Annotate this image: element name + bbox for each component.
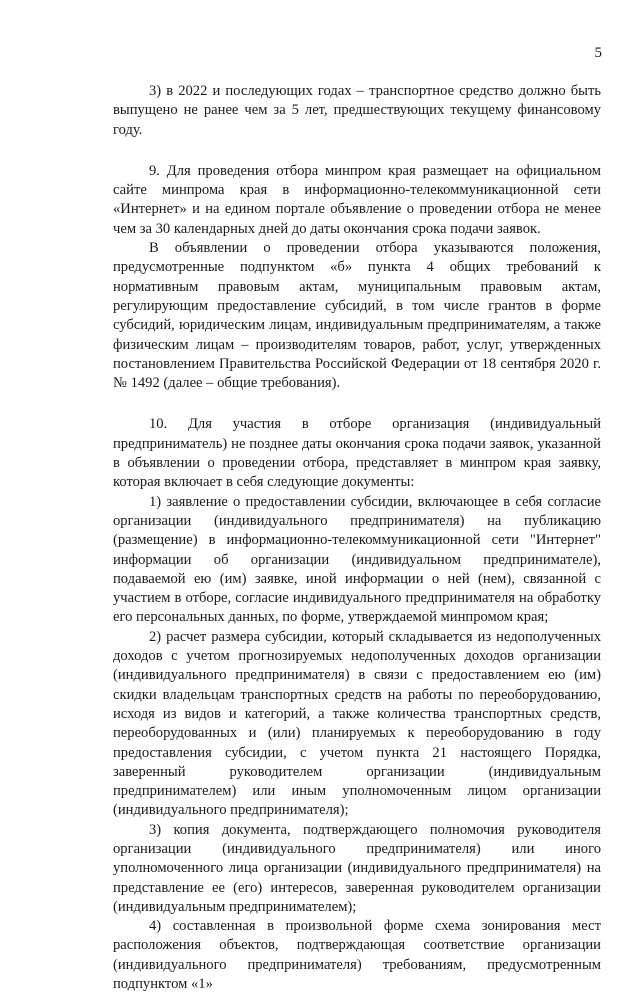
paragraph-clause-9: 9. Для проведения отбора минпром края размещает на официальном сайте минпрома края в информационно-телекоммуникационной сети «Интернет» и на едином портале объявление о проведении отбора не менее чем за 30 календарных дней до даты окончания срока подачи заявок. xyxy=(113,162,601,237)
page-number: 5 xyxy=(594,45,602,61)
paragraph-item-4-zoning-scheme: 4) составленная в произвольной форме схема зонирования мест расположения объектов, подтверждающая соответствие организации (индивидуального предпринимателя) требованиям, предусмотренным подпунктом «1» xyxy=(113,918,601,993)
paragraph-item-1-application: 1) заявление о предоставлении субсидии, включающее в себя согласие организации (индивидуального предпринимателя) на публикацию (размещение) в информационно-телекоммуникационной сети "Интернет" информации об организации (индивидуальном предпринимателе), подаваемой ею (им) заявке, иной информации о ней (нем), связанной с участием в отборе, согласие индивидуального предпринимателя на обработку его персональных данных, по форме, утверждаемой минпромом края; xyxy=(113,493,601,626)
paragraph-announcement-contents: В объявлении о проведении отбора указываются положения, предусмотренные подпунктом «б» пункта 4 общих требований к нормативным правовым актам, муниципальным правовым актам, регулирующим предоставление субсидий, в том числе грантов в форме субсидий, юридическим лицам, индивидуальным предпринимателям, а также физическим лицам – производителям товаров, работ, услуг, утвержденных постановлением Правительства Российской Федерации от 18 сентября 2020 г. № 1492 (далее – общие требования). xyxy=(113,240,601,392)
document-body xyxy=(113,82,601,994)
paragraph-item-3-authority-copy: 3) копия документа, подтверждающего полномочия руководителя организации (индивидуального предпринимателя) или иного уполномоченного лица организации (индивидуального предпринимателя) на представление ее (его) интересов, заверенная руководителем организации (индивидуальным предпринимателем); xyxy=(113,821,601,915)
paragraph-clause-10: 10. Для участия в отборе организация (индивидуальный предприниматель) не позднее даты окончания срока подачи заявок, указанной в объявлении о проведении отбора, представляет в минпром края заявку, которая включает в себя следующие документы: xyxy=(113,416,601,491)
paragraph-item-3-year-2022: 3) в 2022 и последующих годах – транспортное средство должно быть выпущено не ранее чем за 5 лет, предшествующих текущему финансовому году. xyxy=(113,83,601,138)
paragraph-item-2-subsidy-calculation: 2) расчет размера субсидии, который складывается из недополученных доходов с учетом прогнозируемых недополученных доходов организации (индивидуального предпринимателя) в связи с предоставлением ею (им) скидки владельцам транспортных средств на работы по переоборудованию, исходя из видов и категорий, а также количества транспортных средств, переоборудованных и (или) планируемых к переоборудованию в году предоставления субсидии, с учетом пункта 21 настоящего Порядка, заверенный руководителем организации (индивидуальным предпринимателем) или иным уполномоченным лицом организации (индивидуального предпринимателя); xyxy=(113,628,601,819)
